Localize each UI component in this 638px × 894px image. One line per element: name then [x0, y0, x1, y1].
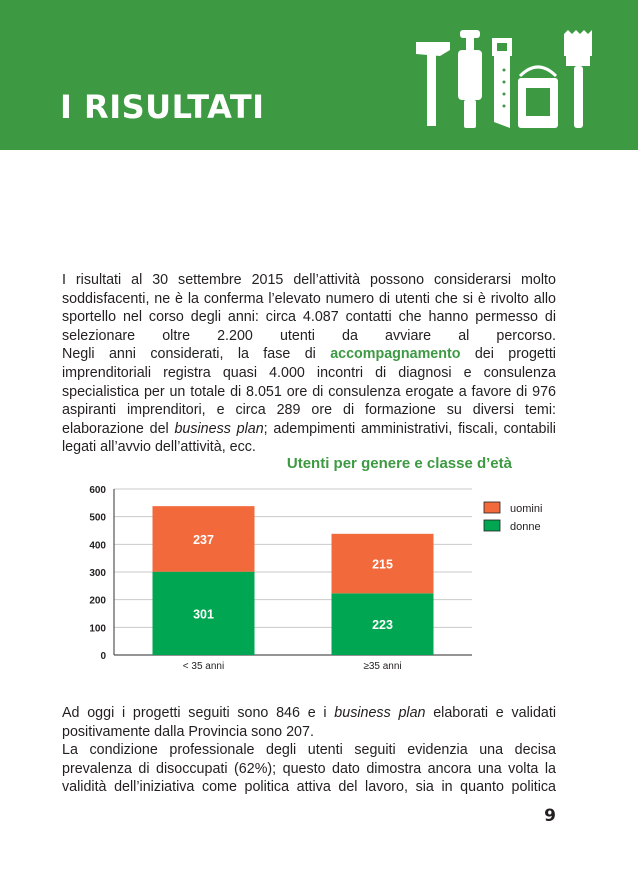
y-tick-label: 300 — [89, 568, 106, 579]
legend-label-uomini: uomini — [510, 503, 543, 515]
legend-label-donne: donne — [510, 521, 541, 533]
paintbrush-icon — [564, 30, 592, 128]
data-label-uomini: 215 — [372, 557, 393, 572]
y-tick-label: 400 — [89, 540, 106, 552]
outro-text — [62, 704, 556, 797]
intro-text — [62, 271, 556, 457]
page-header — [0, 0, 638, 150]
screwdriver-icon — [458, 30, 482, 128]
tools-illustration — [414, 30, 594, 130]
section-title: I RISULTATI — [60, 88, 265, 126]
x-tick-label: < 35 anni — [182, 661, 225, 672]
intro-paragraph-2: Negli anni considerati, la fase di accompagnamento dei progetti imprenditoriali registra quasi 4.000 incontri di diagnosi e consulenza specialistica per un totale di 8.051 ore di consulenza erogate a favore di 976 aspiranti imprenditori, e circa 289 ore di formazione su diversi temi: elaborazione del business plan; adempimenti amministrativi, fiscali, contabili legati all’avvio dell’attività, ecc. — [62, 346, 556, 456]
y-tick-label: 600 — [89, 485, 106, 496]
legend-swatch-uomini — [484, 502, 500, 513]
y-tick-label: 0 — [100, 651, 106, 662]
saw-icon — [492, 38, 512, 128]
italic-business-plan: business plan — [174, 420, 264, 437]
data-label-donne: 223 — [372, 618, 393, 633]
chart-container — [62, 478, 562, 683]
outro-paragraph-2: La condizione professionale degli utenti seguiti evidenzia una decisa prevalenza di disoccupati (62%); questo dato dimostra ancora una volta la validità dell’iniziativa come politica attiva del lavoro, sia in quanto politica — [62, 742, 556, 796]
legend-swatch-donne — [484, 520, 500, 531]
y-tick-label: 500 — [89, 512, 106, 524]
y-tick-label: 100 — [89, 623, 106, 635]
data-label-uomini: 237 — [193, 532, 214, 547]
page-number: 9 — [544, 806, 556, 826]
outro-paragraph-1: Ad oggi i progetti seguiti sono 846 e i business plan elaborati e validati positivamente dalla Provincia sono 207. — [62, 705, 556, 740]
x-tick-label: ≥35 anni — [363, 661, 402, 672]
chart-title: Utenti per genere e classe d’età — [286, 455, 512, 472]
stacked-bar-chart — [62, 478, 562, 683]
data-label-donne: 301 — [193, 607, 214, 622]
y-tick-label: 200 — [89, 595, 106, 607]
intro-paragraph-1: I risultati al 30 settembre 2015 dell’attività possono considerarsi molto soddisfacenti, ne è la conferma l’elevato numero di utenti che si è rivolto allo sportello nel corso degli anni: circa 4.087 contatti che hanno permesso di selezionare oltre 2.200 utenti da avviare al percorso. — [62, 272, 556, 344]
hammer-icon — [416, 42, 450, 126]
italic-business-plan: business plan — [334, 705, 426, 721]
highlight-accompagnamento: accompagnamento — [330, 346, 461, 363]
